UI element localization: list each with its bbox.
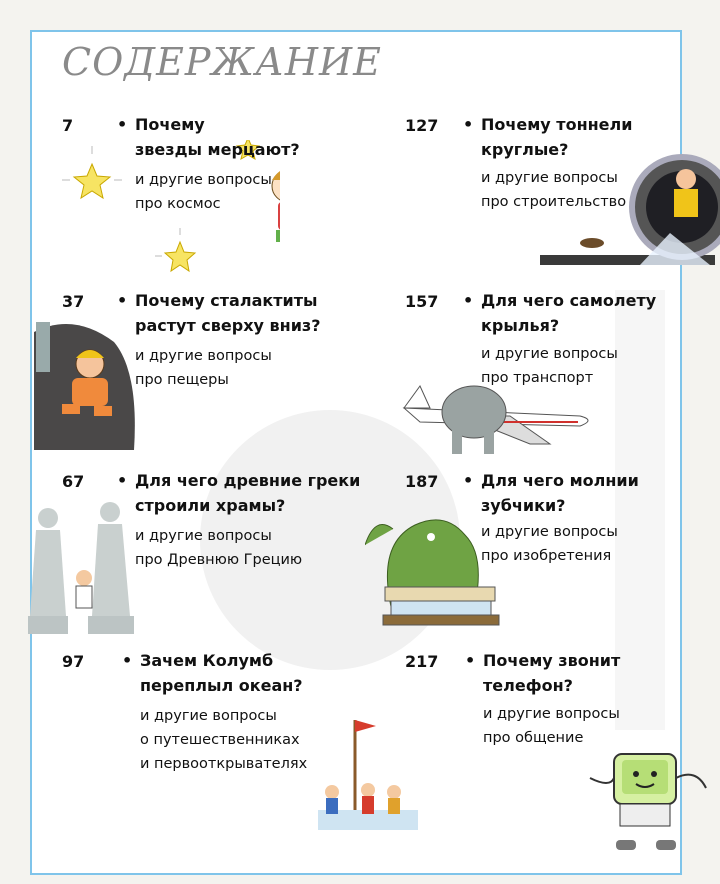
- question-line: круглые?: [481, 140, 569, 159]
- subtitle-line: про Древнюю Грецию: [135, 552, 303, 568]
- bullet-icon: •: [122, 651, 133, 670]
- entry-question: [465, 648, 621, 698]
- entry-page-number: 97: [62, 652, 85, 671]
- entry-page-number: 67: [62, 472, 85, 491]
- entry-subtitle: [135, 344, 272, 392]
- bullet-icon: •: [117, 291, 128, 310]
- subtitle-line: про общение: [483, 730, 584, 746]
- question-line: растут сверху вниз?: [135, 316, 321, 335]
- subtitle-line: про космос: [135, 196, 221, 212]
- entry-page-number: 7: [62, 116, 74, 135]
- toc-entry-97[interactable]: [62, 652, 362, 782]
- subtitle-line: про пещеры: [135, 372, 229, 388]
- entry-subtitle: [481, 342, 618, 390]
- entry-question: [117, 288, 321, 338]
- entry-subtitle: [135, 524, 302, 572]
- subtitle-line: и другие вопросы: [481, 346, 618, 362]
- subtitle-line: и другие вопросы: [140, 708, 277, 724]
- entry-page-number: 217: [405, 652, 439, 671]
- subtitle-line: и другие вопросы: [481, 170, 618, 186]
- question-line: Зачем Колумб: [140, 651, 274, 670]
- question-line: зубчики?: [481, 496, 566, 515]
- question-line: Почему тоннели: [481, 115, 633, 134]
- entry-question: [122, 648, 303, 698]
- question-line: переплыл океан?: [140, 676, 303, 695]
- page-title: СОДЕРЖАНИЕ: [62, 40, 382, 84]
- toc-entry-7[interactable]: [62, 116, 362, 216]
- entry-subtitle: [481, 166, 626, 214]
- subtitle-line: про изобретения: [481, 548, 612, 564]
- entry-page-number: 127: [405, 116, 439, 135]
- question-line: Для чего молнии: [481, 471, 639, 490]
- entry-subtitle: [481, 520, 618, 568]
- question-line: звезды мерцают?: [135, 140, 300, 159]
- entry-subtitle: [483, 702, 620, 750]
- subtitle-line: и другие вопросы: [135, 348, 272, 364]
- bullet-icon: •: [117, 115, 128, 134]
- question-line: крылья?: [481, 316, 560, 335]
- question-line: Для чего древние греки: [135, 471, 361, 490]
- question-line: телефон?: [483, 676, 573, 695]
- question-line: Почему звонит: [483, 651, 621, 670]
- subtitle-line: и первооткрывателях: [140, 756, 308, 772]
- question-line: строили храмы?: [135, 496, 286, 515]
- entry-question: [117, 468, 361, 518]
- entry-question: [463, 112, 633, 162]
- toc-entry-187[interactable]: [405, 472, 705, 572]
- toc-entry-67[interactable]: [62, 472, 362, 572]
- bullet-icon: •: [463, 291, 474, 310]
- toc-entry-157[interactable]: [405, 292, 705, 392]
- question-line: Для чего самолету: [481, 291, 657, 310]
- bullet-icon: •: [117, 471, 128, 490]
- bullet-icon: •: [465, 651, 476, 670]
- entry-page-number: 157: [405, 292, 439, 311]
- entry-question: [463, 468, 639, 518]
- bullet-icon: •: [463, 115, 474, 134]
- subtitle-line: и другие вопросы: [135, 528, 272, 544]
- toc-entry-37[interactable]: [62, 292, 362, 392]
- question-line: Почему: [135, 115, 205, 134]
- entry-question: [117, 112, 300, 162]
- entry-subtitle: [135, 168, 272, 216]
- entry-page-number: 187: [405, 472, 439, 491]
- telephone-illustration: [580, 748, 720, 858]
- subtitle-line: про строительство: [481, 194, 627, 210]
- entry-subtitle: [140, 704, 307, 776]
- subtitle-line: и другие вопросы: [135, 172, 272, 188]
- toc-entry-127[interactable]: [405, 116, 705, 216]
- question-line: Почему сталактиты: [135, 291, 318, 310]
- subtitle-line: и другие вопросы: [483, 706, 620, 722]
- bullet-icon: •: [463, 471, 474, 490]
- entry-question: [463, 288, 657, 338]
- entry-page-number: 37: [62, 292, 85, 311]
- subtitle-line: и другие вопросы: [481, 524, 618, 540]
- toc-entry-217[interactable]: [405, 652, 705, 752]
- subtitle-line: о путешественниках: [140, 732, 300, 748]
- subtitle-line: про транспорт: [481, 370, 594, 386]
